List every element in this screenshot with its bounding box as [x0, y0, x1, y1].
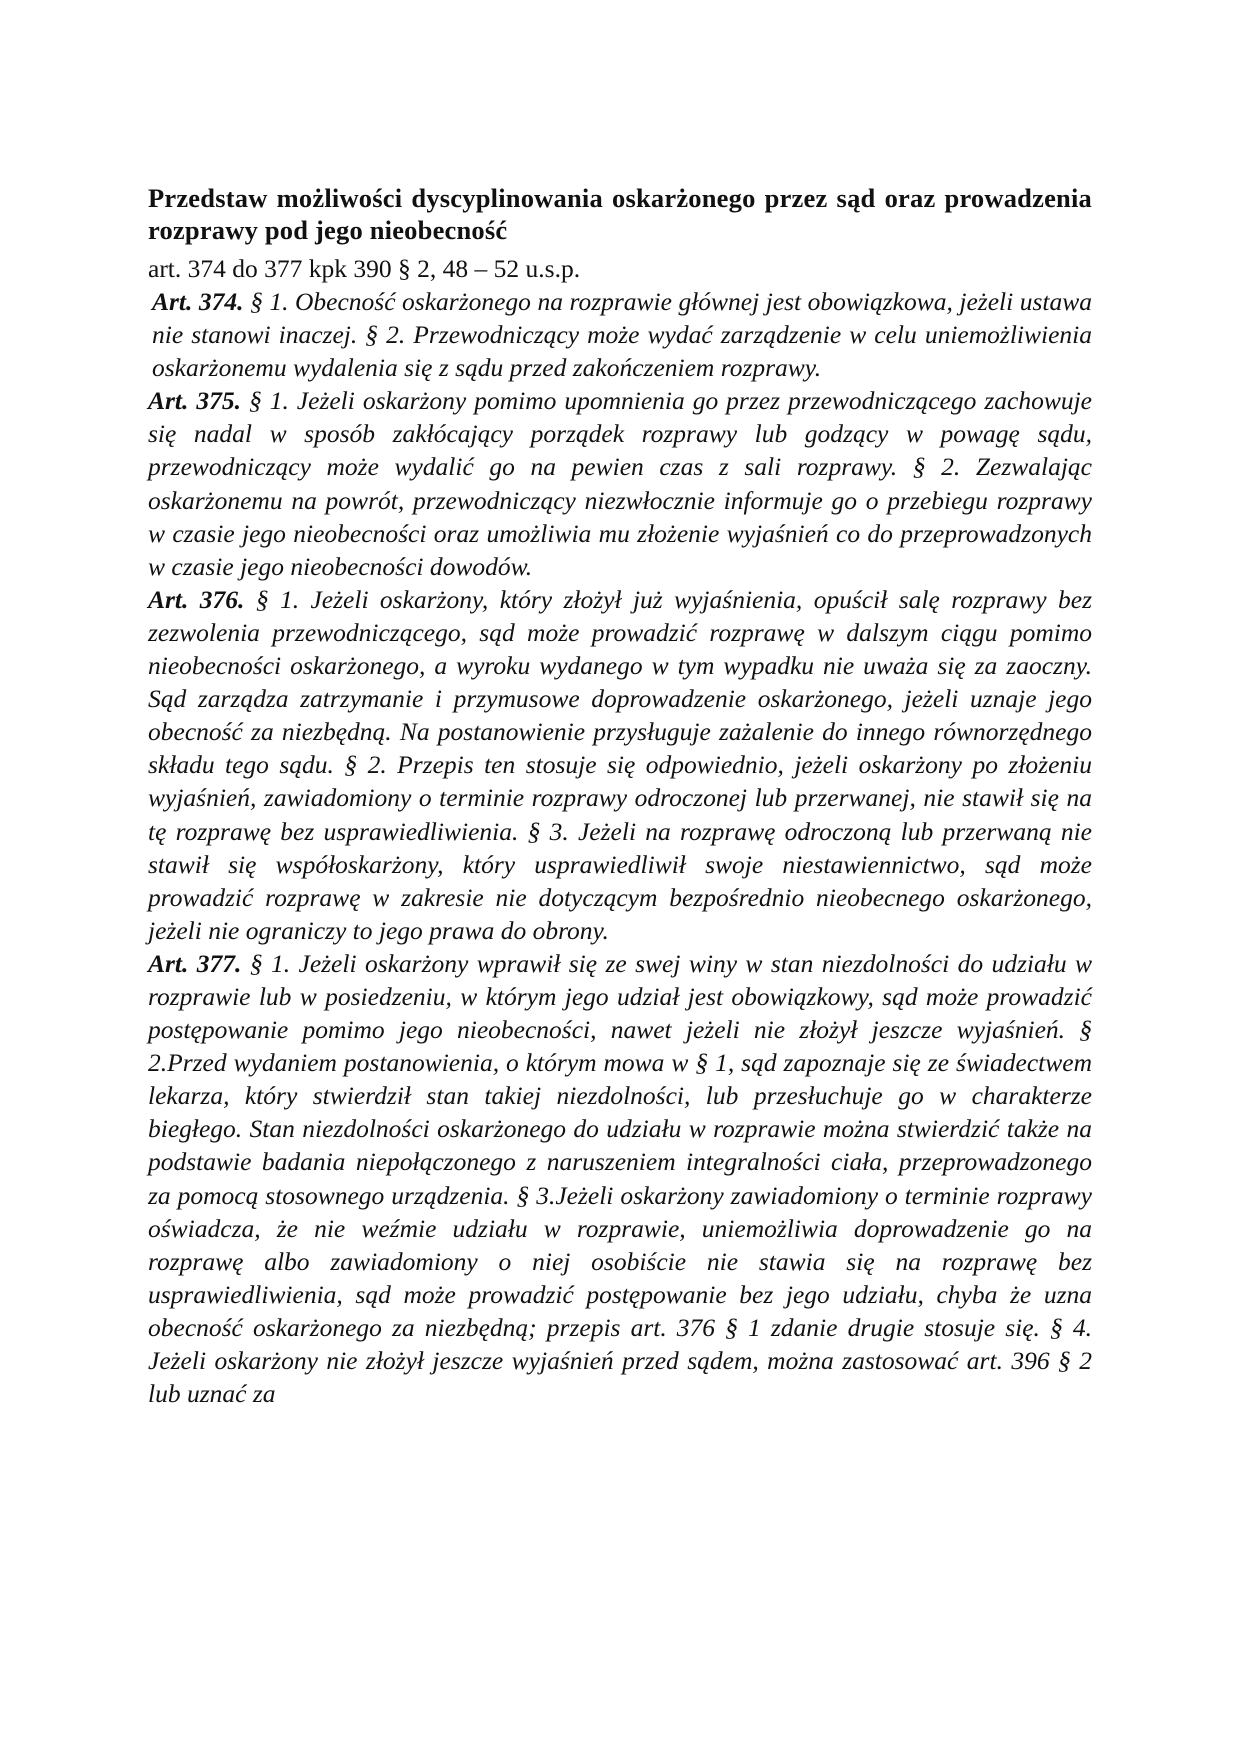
article-text: § 1. Jeżeli oskarżony wprawił się ze swej winy w stan niezdolności do udziału w rozprawie lub w posiedzeniu, w którym jego udział jest obowiązkowy, sąd może prowadzić postępowanie pomimo jego nieobecności, nawet jeżeli nie złożył jeszcze wyjaśnień. § 2.Przed wydaniem postanowienia, o którym mowa w § 1, sąd zapoznaje się ze świadectwem lekarza, który stwierdził stan takiej niezdolności, lub przesłuchuje go w charakterze biegłego. Stan niezdolności oskarżonego do udziału w rozprawie można stwierdzić także na podstawie badania niepołączonego z naruszeniem integralności ciała, przeprowadzonego za pomocą stosownego urządzenia. § 3.Jeżeli oskarżony zawiadomiony o terminie rozprawy oświadcza, że nie weźmie udziału w rozprawie, uniemożliwia doprowadzenie go na rozprawę albo zawiadomiony o niej osobiście nie stawia się na rozprawę bez usprawiedliwienia, sąd może prowadzić postępowanie bez jego udziału, chyba że uzna obecność oskarżonego za niezbędną; przepis art. 376 § 1 zdanie drugie stosuje się. § 4. Jeżeli oskarżony nie złożył jeszcze wyjaśnień przed sądem, można zastosować art. 396 § 2 lub uznać za	[148, 948, 1093, 1409]
article-374	[148, 285, 1092, 384]
article-375	[148, 384, 1092, 583]
article-number: Art. 375.	[148, 386, 241, 416]
legal-reference: art. 374 do 377 kpk 390 § 2, 48 – 52 u.s.p.	[148, 254, 581, 283]
article-number: Art. 377.	[148, 948, 242, 978]
article-376	[148, 583, 1092, 947]
article-377	[148, 947, 1092, 1410]
document-title: Przedstaw możliwości dyscyplinowania oskarżonego przez sąd oraz prowadzenia rozprawy pod jego nieobecność	[148, 183, 1092, 245]
article-text: § 1. Jeżeli oskarżony pomimo upomnienia go przez przewodniczącego zachowuje się nadal w sposób zakłócający porządek rozprawy lub godzący w powagę sądu, przewodniczący może wydalić go na pewien czas z sali rozprawy. § 2. Zezwalając oskarżonemu na powrót, przewodniczący niezwłocznie informuje go o przebiegu rozprawy w czasie jego nieobecności oraz umożliwia mu złożenie wyjaśnień co do przeprowadzonych w czasie jego nieobecności dowodów.	[148, 386, 1093, 581]
article-text: § 1. Obecność oskarżonego na rozprawie głównej jest obowiązkowa, jeżeli ustawa nie stanowi inaczej. § 2. Przewodniczący może wydać zarządzenie w celu uniemożliwienia oskarżonemu wydalenia się z sądu przed zakończeniem rozprawy.	[152, 287, 1092, 383]
article-number: Art. 376.	[148, 584, 245, 614]
article-text: § 1. Jeżeli oskarżony, który złożył już wyjaśnienia, opuścił salę rozprawy bez zezwolenia przewodniczącego, sąd może prowadzić rozprawę w dalszym ciągu pomimo nieobecności oskarżonego, a wyroku wydanego w tym wypadku nie uważa się za zaoczny. Sąd zarządza zatrzymanie i przymusowe doprowadzenie oskarżonego, jeżeli uznaje jego obecność za niezbędną. Na postanowienie przysługuje zażalenie do innego równorzędnego składu tego sądu. § 2. Przepis ten stosuje się odpowiednio, jeżeli oskarżony po złożeniu wyjaśnień, zawiadomiony o terminie rozprawy odroczonej lub przerwanej, nie stawił się na tę rozprawę bez usprawiedliwienia. § 3. Jeżeli na rozprawę odroczoną lub przerwaną nie stawił się współoskarżony, który usprawiedliwił swoje niestawiennictwo, sąd może prowadzić rozprawę w zakresie nie dotyczącym bezpośrednio nieobecnego oskarżonego, jeżeli nie ograniczy to jego prawa do obrony.	[148, 584, 1093, 945]
article-number: Art. 374.	[152, 287, 244, 316]
document-page	[148, 182, 1092, 1410]
